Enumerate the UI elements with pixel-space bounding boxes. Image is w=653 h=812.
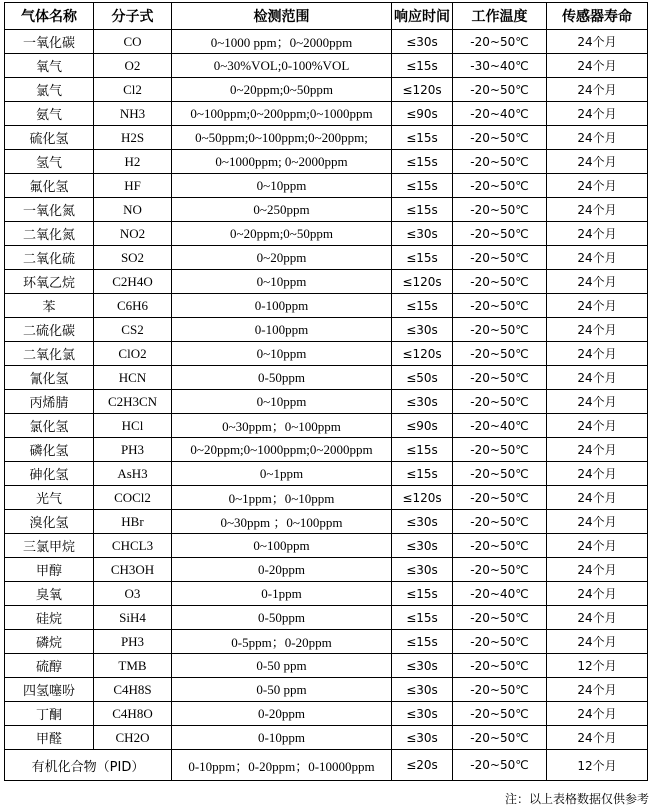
range-cell: 0~10ppm [172, 270, 392, 294]
formula-cell: HF [94, 174, 172, 198]
formula-cell: CHCL3 [94, 534, 172, 558]
response-time-cell: ≤30s [392, 30, 453, 54]
response-time-cell: ≤30s [392, 510, 453, 534]
work-temp-cell: -20~50℃ [453, 462, 547, 486]
table-row [5, 198, 648, 222]
table-row [5, 654, 648, 678]
range-cell: 0~1000ppm; 0~2000ppm [172, 150, 392, 174]
response-time-cell: ≤15s [392, 294, 453, 318]
response-time-cell: ≤15s [392, 582, 453, 606]
response-time-cell: ≤30s [392, 390, 453, 414]
gas-name-cell: 光气 [5, 486, 94, 510]
sensor-life-cell: 24个月 [547, 438, 648, 462]
gas-name-cell: 二氧化氮 [5, 222, 94, 246]
formula-cell: NO [94, 198, 172, 222]
sensor-life-cell: 24个月 [547, 222, 648, 246]
range-cell: 0~20ppm;0~1000ppm;0~2000ppm [172, 438, 392, 462]
range-cell: 0~20ppm [172, 246, 392, 270]
sensor-life-cell: 24个月 [547, 510, 648, 534]
response-time-cell: ≤30s [392, 702, 453, 726]
range-cell: 0~100ppm [172, 534, 392, 558]
response-time-cell: ≤15s [392, 438, 453, 462]
response-time-cell: ≤90s [392, 102, 453, 126]
gas-name-cell: 氨气 [5, 102, 94, 126]
table-row [5, 54, 648, 78]
work-temp-cell: -20~50℃ [453, 342, 547, 366]
range-cell: 0-20ppm [172, 558, 392, 582]
table-row [5, 78, 648, 102]
formula-cell: PH3 [94, 630, 172, 654]
table-row [5, 342, 648, 366]
sensor-life-cell: 24个月 [547, 414, 648, 438]
work-temp-cell: -20~50℃ [453, 126, 547, 150]
sensor-life-cell: 24个月 [547, 30, 648, 54]
work-temp-cell: -20~40℃ [453, 414, 547, 438]
formula-cell: C4H8O [94, 702, 172, 726]
range-cell: 0-50 ppm [172, 654, 392, 678]
response-time-cell: ≤15s [392, 150, 453, 174]
gas-name-cell: 甲醇 [5, 558, 94, 582]
work-temp-cell: -20~50℃ [453, 222, 547, 246]
table-row [5, 486, 648, 510]
formula-cell: Cl2 [94, 78, 172, 102]
gas-name-cell: 磷烷 [5, 630, 94, 654]
table-row [5, 366, 648, 390]
table-row [5, 750, 648, 781]
table-row [5, 678, 648, 702]
table-row [5, 270, 648, 294]
range-cell: 0~250ppm [172, 198, 392, 222]
gas-name-cell: 丁酮 [5, 702, 94, 726]
range-cell: 0-10ppm [172, 726, 392, 750]
table-row [5, 102, 648, 126]
range-cell: 0~30ppm ；0~100ppm [172, 510, 392, 534]
table-row [5, 174, 648, 198]
work-temp-cell: -20~50℃ [453, 198, 547, 222]
gas-name-cell: 二硫化碳 [5, 318, 94, 342]
formula-cell: TMB [94, 654, 172, 678]
sensor-life-cell: 24个月 [547, 342, 648, 366]
formula-cell: O3 [94, 582, 172, 606]
work-temp-cell: -20~50℃ [453, 750, 547, 781]
response-time-cell: ≤30s [392, 678, 453, 702]
work-temp-cell: -30~40℃ [453, 54, 547, 78]
response-time-cell: ≤120s [392, 270, 453, 294]
work-temp-cell: -20~50℃ [453, 318, 547, 342]
table-row [5, 606, 648, 630]
work-temp-cell: -20~50℃ [453, 606, 547, 630]
table-row [5, 30, 648, 54]
sensor-life-cell: 24个月 [547, 630, 648, 654]
formula-cell: H2S [94, 126, 172, 150]
table-row [5, 582, 648, 606]
range-cell: 0~1ppm；0~10ppm [172, 486, 392, 510]
gas-name-cell: 硫化氢 [5, 126, 94, 150]
work-temp-cell: -20~50℃ [453, 30, 547, 54]
gas-name-cell: 丙烯腈 [5, 390, 94, 414]
gas-name-cell: 溴化氢 [5, 510, 94, 534]
sensor-life-cell: 24个月 [547, 678, 648, 702]
work-temp-cell: -20~50℃ [453, 438, 547, 462]
work-temp-cell: -20~50℃ [453, 558, 547, 582]
gas-name-cell: 硫醇 [5, 654, 94, 678]
header-response-time: 响应时间 [392, 3, 453, 30]
range-cell: 0~1000 ppm；0~2000ppm [172, 30, 392, 54]
sensor-life-cell: 24个月 [547, 606, 648, 630]
work-temp-cell: -20~50℃ [453, 390, 547, 414]
formula-cell: C6H6 [94, 294, 172, 318]
header-formula: 分子式 [94, 3, 172, 30]
table-row [5, 438, 648, 462]
formula-cell: HBr [94, 510, 172, 534]
range-cell: 0~100ppm;0~200ppm;0~1000ppm [172, 102, 392, 126]
response-time-cell: ≤90s [392, 414, 453, 438]
table-row [5, 630, 648, 654]
range-cell: 0~10ppm [172, 174, 392, 198]
gas-name-cell: 氢气 [5, 150, 94, 174]
table-row [5, 126, 648, 150]
table-body [5, 30, 648, 781]
range-cell: 0-5ppm；0-20ppm [172, 630, 392, 654]
header-sensor-life: 传感器寿命 [547, 3, 648, 30]
work-temp-cell: -20~50℃ [453, 726, 547, 750]
gas-sensor-table [4, 2, 648, 781]
sensor-life-cell: 24个月 [547, 558, 648, 582]
response-time-cell: ≤30s [392, 534, 453, 558]
range-cell: 0~10ppm [172, 390, 392, 414]
sensor-life-cell: 24个月 [547, 318, 648, 342]
gas-name-cell: 二氧化氯 [5, 342, 94, 366]
response-time-cell: ≤50s [392, 366, 453, 390]
gas-name-cell: 环氧乙烷 [5, 270, 94, 294]
response-time-cell: ≤15s [392, 246, 453, 270]
gas-name-cell: 氰化氢 [5, 366, 94, 390]
sensor-life-cell: 24个月 [547, 246, 648, 270]
sensor-life-cell: 24个月 [547, 582, 648, 606]
response-time-cell: ≤120s [392, 78, 453, 102]
formula-cell: HCl [94, 414, 172, 438]
sensor-life-cell: 24个月 [547, 390, 648, 414]
work-temp-cell: -20~50℃ [453, 270, 547, 294]
range-cell: 0~30ppm；0~100ppm [172, 414, 392, 438]
response-time-cell: ≤120s [392, 342, 453, 366]
formula-cell: C2H3CN [94, 390, 172, 414]
gas-name-cell: 四氢噻吩 [5, 678, 94, 702]
work-temp-cell: -20~50℃ [453, 366, 547, 390]
work-temp-cell: -20~40℃ [453, 582, 547, 606]
work-temp-cell: -20~50℃ [453, 630, 547, 654]
table-row [5, 390, 648, 414]
gas-name-cell: 甲醛 [5, 726, 94, 750]
range-cell: 0-50ppm [172, 366, 392, 390]
work-temp-cell: -20~50℃ [453, 294, 547, 318]
formula-cell: PH3 [94, 438, 172, 462]
response-time-cell: ≤15s [392, 606, 453, 630]
range-cell: 0-50ppm [172, 606, 392, 630]
sensor-life-cell: 24个月 [547, 462, 648, 486]
response-time-cell: ≤15s [392, 174, 453, 198]
gas-name-cell: 氯化氢 [5, 414, 94, 438]
formula-cell: SiH4 [94, 606, 172, 630]
table-row [5, 246, 648, 270]
sensor-life-cell: 24个月 [547, 534, 648, 558]
table-row [5, 294, 648, 318]
response-time-cell: ≤120s [392, 486, 453, 510]
sensor-life-cell: 24个月 [547, 78, 648, 102]
work-temp-cell: -20~50℃ [453, 150, 547, 174]
formula-cell: AsH3 [94, 462, 172, 486]
gas-name-cell: 一氧化氮 [5, 198, 94, 222]
table-row [5, 414, 648, 438]
response-time-cell: ≤15s [392, 462, 453, 486]
table-row [5, 150, 648, 174]
gas-name-cell: 磷化氢 [5, 438, 94, 462]
formula-cell: ClO2 [94, 342, 172, 366]
work-temp-cell: -20~50℃ [453, 654, 547, 678]
range-cell: 0-10ppm；0-20ppm；0-10000ppm [172, 750, 392, 781]
work-temp-cell: -20~50℃ [453, 510, 547, 534]
range-cell: 0~20ppm;0~50ppm [172, 222, 392, 246]
gas-name-cell: 一氧化碳 [5, 30, 94, 54]
range-cell: 0~10ppm [172, 342, 392, 366]
table-row [5, 558, 648, 582]
gas-name-cell: 硅烷 [5, 606, 94, 630]
header-gas-name: 气体名称 [5, 3, 94, 30]
range-cell: 0-100ppm [172, 294, 392, 318]
response-time-cell: ≤15s [392, 54, 453, 78]
sensor-life-cell: 24个月 [547, 126, 648, 150]
gas-sensor-table-container [4, 2, 648, 781]
gas-name-cell: 氯气 [5, 78, 94, 102]
formula-cell: NO2 [94, 222, 172, 246]
work-temp-cell: -20~50℃ [453, 702, 547, 726]
work-temp-cell: -20~40℃ [453, 102, 547, 126]
table-row [5, 462, 648, 486]
gas-name-cell: 氧气 [5, 54, 94, 78]
response-time-cell: ≤20s [392, 750, 453, 781]
range-cell: 0~1ppm [172, 462, 392, 486]
sensor-life-cell: 24个月 [547, 102, 648, 126]
sensor-life-cell: 24个月 [547, 294, 648, 318]
work-temp-cell: -20~50℃ [453, 678, 547, 702]
response-time-cell: ≤30s [392, 654, 453, 678]
range-cell: 0-100ppm [172, 318, 392, 342]
formula-cell: NH3 [94, 102, 172, 126]
range-cell: 0~30%VOL;0-100%VOL [172, 54, 392, 78]
response-time-cell: ≤30s [392, 318, 453, 342]
gas-name-cell: 砷化氢 [5, 462, 94, 486]
header-range: 检测范围 [172, 3, 392, 30]
range-cell: 0~50ppm;0~100ppm;0~200ppm; [172, 126, 392, 150]
range-cell: 0~20ppm;0~50ppm [172, 78, 392, 102]
formula-cell: HCN [94, 366, 172, 390]
table-row [5, 222, 648, 246]
range-cell: 0-20ppm [172, 702, 392, 726]
sensor-life-cell: 12个月 [547, 654, 648, 678]
table-row [5, 318, 648, 342]
footnote: 注：以上表格数据仅供参考 [504, 792, 649, 806]
sensor-life-cell: 24个月 [547, 726, 648, 750]
formula-cell: CO [94, 30, 172, 54]
formula-cell: SO2 [94, 246, 172, 270]
sensor-life-cell: 24个月 [547, 174, 648, 198]
gas-name-cell: 苯 [5, 294, 94, 318]
sensor-life-cell: 24个月 [547, 198, 648, 222]
work-temp-cell: -20~50℃ [453, 78, 547, 102]
response-time-cell: ≤30s [392, 222, 453, 246]
table-row [5, 510, 648, 534]
formula-cell: C2H4O [94, 270, 172, 294]
header-row [5, 3, 648, 30]
gas-name-cell: 臭氧 [5, 582, 94, 606]
sensor-life-cell: 24个月 [547, 54, 648, 78]
formula-cell: CH3OH [94, 558, 172, 582]
response-time-cell: ≤15s [392, 630, 453, 654]
formula-cell: CS2 [94, 318, 172, 342]
range-cell: 0-1ppm [172, 582, 392, 606]
response-time-cell: ≤15s [392, 198, 453, 222]
gas-name-cell: 二氧化硫 [5, 246, 94, 270]
response-time-cell: ≤30s [392, 558, 453, 582]
formula-cell: C4H8S [94, 678, 172, 702]
work-temp-cell: -20~50℃ [453, 246, 547, 270]
table-row [5, 726, 648, 750]
formula-cell: H2 [94, 150, 172, 174]
gas-name-cell: 有机化合物（PID） [5, 750, 172, 781]
sensor-life-cell: 24个月 [547, 702, 648, 726]
header-work-temp: 工作温度 [453, 3, 547, 30]
formula-cell: O2 [94, 54, 172, 78]
sensor-life-cell: 24个月 [547, 486, 648, 510]
work-temp-cell: -20~50℃ [453, 174, 547, 198]
response-time-cell: ≤15s [392, 126, 453, 150]
formula-cell: CH2O [94, 726, 172, 750]
table-row [5, 534, 648, 558]
sensor-life-cell: 12个月 [547, 750, 648, 781]
range-cell: 0-50 ppm [172, 678, 392, 702]
work-temp-cell: -20~50℃ [453, 534, 547, 558]
sensor-life-cell: 24个月 [547, 150, 648, 174]
sensor-life-cell: 24个月 [547, 366, 648, 390]
table-row [5, 702, 648, 726]
work-temp-cell: -20~50℃ [453, 486, 547, 510]
response-time-cell: ≤30s [392, 726, 453, 750]
gas-name-cell: 氟化氢 [5, 174, 94, 198]
formula-cell: COCl2 [94, 486, 172, 510]
gas-name-cell: 三氯甲烷 [5, 534, 94, 558]
sensor-life-cell: 24个月 [547, 270, 648, 294]
